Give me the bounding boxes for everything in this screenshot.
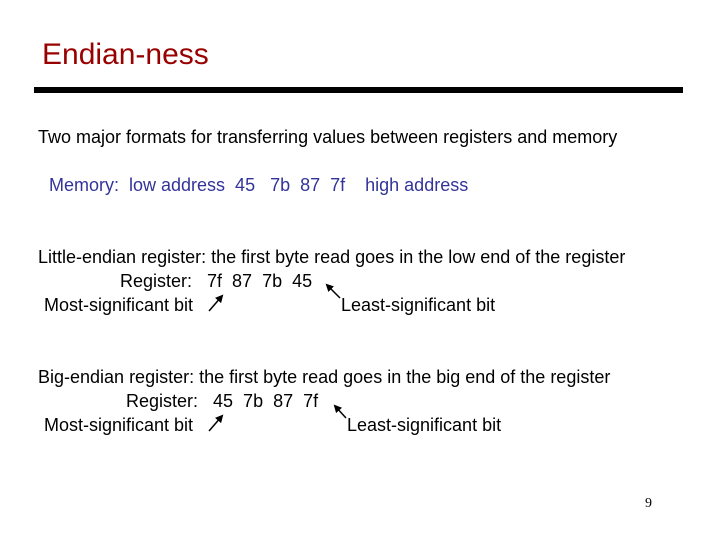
big-endian-register: Register: 45 7b 87 7f [126, 391, 319, 411]
little-endian-msb-label: Most-significant bit [44, 295, 194, 315]
page-number: 9 [645, 496, 652, 511]
big-endian-msb-label: Most-significant bit [44, 415, 194, 435]
memory-line: Memory: low address 45 7b 87 7f high address [49, 175, 469, 195]
little-endian-lsb-arrow [327, 285, 340, 298]
big-endian-heading: Big-endian register: the first byte read goes in the big end of the register [38, 367, 611, 387]
big-endian-msb-arrow [209, 416, 222, 431]
intro-text: Two major formats for transferring values between registers and memory [38, 127, 618, 147]
big-endian-lsb-label: Least-significant bit [347, 415, 502, 435]
little-endian-lsb-label: Least-significant bit [341, 295, 496, 315]
little-endian-msb-arrow [209, 296, 222, 311]
big-endian-lsb-arrow [335, 406, 346, 418]
slide-title: Endian-ness [42, 38, 209, 71]
little-endian-heading: Little-endian register: the first byte read goes in the low end of the register [38, 247, 626, 267]
little-endian-register: Register: 7f 87 7b 45 [120, 271, 313, 291]
